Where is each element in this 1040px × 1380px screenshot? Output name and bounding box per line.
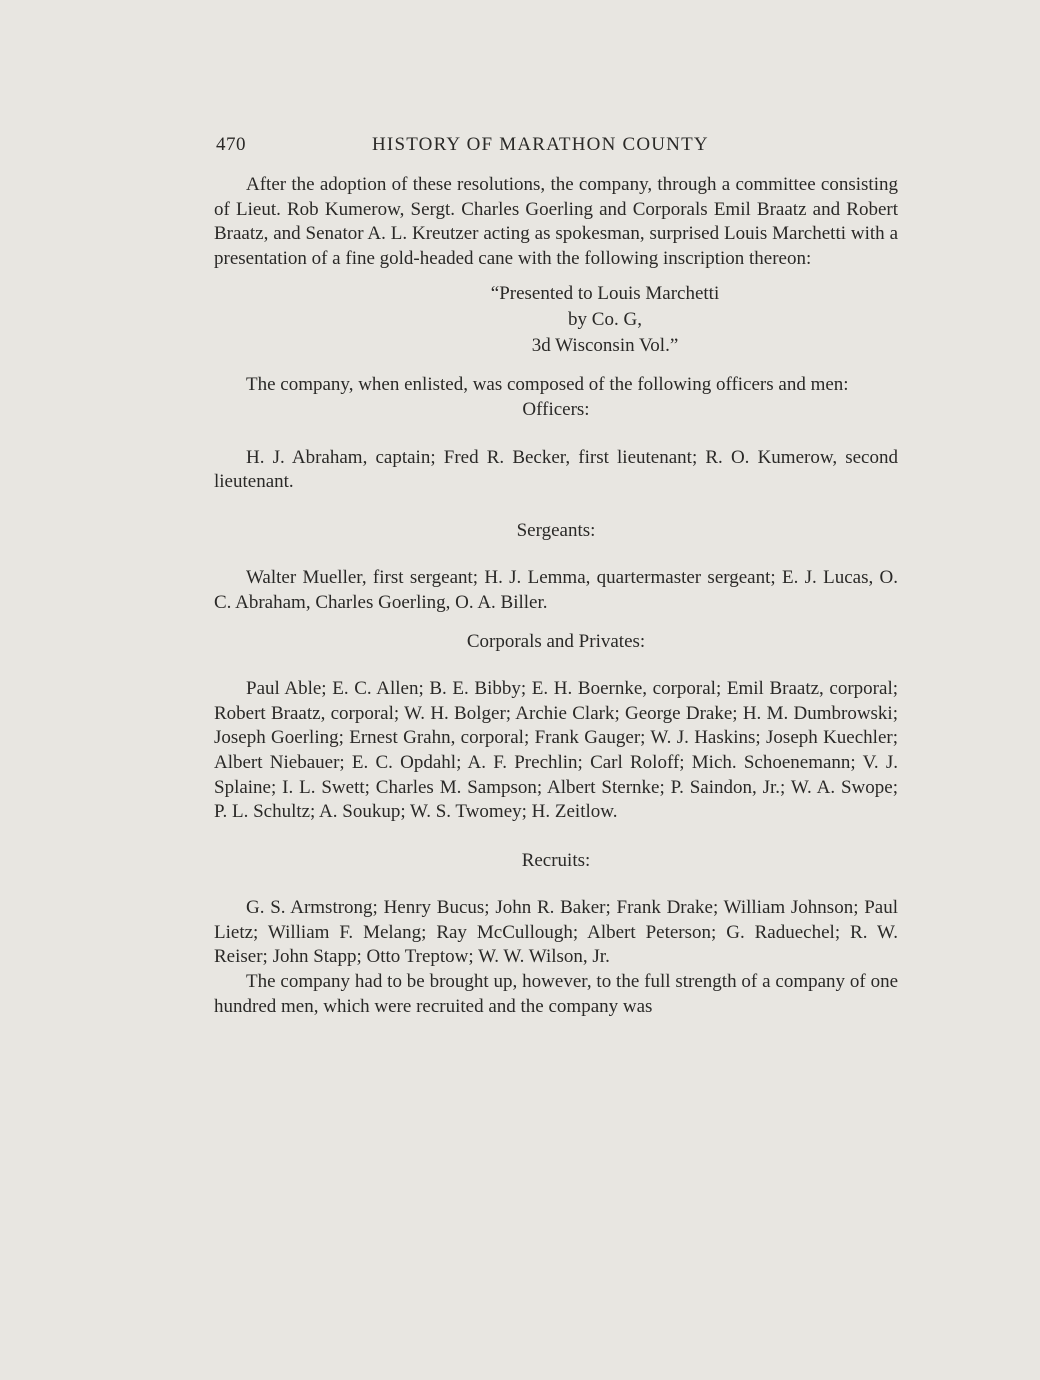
page-number: 470 <box>216 134 246 155</box>
composition-paragraph: The company, when enlisted, was composed of the following officers and men: <box>246 374 849 396</box>
cane-inscription <box>312 281 898 359</box>
recruits-heading: Recruits: <box>521 849 591 871</box>
intro-paragraph: After the adoption of these resolutions, the company, through a committee consisting of Lieut. Rob Kumerow, Sergt. Charles Goerling and Corporals Emil Braatz and Robert Braatz, and Senator A. L. Kreutzer acting as spokesman, surprised Louis Marchetti with a presentation of a fine gold-headed cane with the following inscription thereon: <box>214 174 898 269</box>
inscription-line-2: by Co. G, <box>568 309 642 331</box>
closing-paragraph: The company had to be brought up, however, to the full strength of a company of one hundred men, which were recruited and the company was <box>214 971 898 1017</box>
page-header <box>214 130 898 160</box>
inscription-line-1: “Presented to Louis Marchetti <box>490 283 720 305</box>
sergeants-paragraph: Walter Mueller, first sergeant; H. J. Lemma, quartermaster sergeant; E. J. Lucas, O. C. Abraham, Charles Goerling, O. A. Biller. <box>214 567 898 613</box>
inscription-line-3: 3d Wisconsin Vol.” <box>531 335 679 357</box>
sergeants-heading: Sergeants: <box>516 519 596 541</box>
corporals-privates-paragraph: Paul Able; E. C. Allen; B. E. Bibby; E. H. Boernke, corporal; Emil Braatz, corporal; Robert Braatz, corporal; W. H. Bolger; Archie Clark; George Drake; H. M. Dumbrowski; Joseph Goerling; Ernest Grahn, corporal; Frank Gauger; W. J. Haskins; Joseph Kuechler; Albert Niebauer; E. C. Opdahl; A. F. Prechlin; Carl Roloff; Mich. Schoenemann; V. J. Splaine; I. L. Swett; Charles M. Sampson; Albert Sternke; P. Saindon, Jr.; W. A. Swope; P. L. Schultz; A. Soukup; W. S. Twomey; H. Zeitlow. <box>214 678 898 823</box>
corporals-privates-heading: Corporals and Privates: <box>466 630 646 652</box>
officers-paragraph: H. J. Abraham, captain; Fred R. Becker, first lieutenant; R. O. Kumerow, second lieutenant. <box>214 446 898 493</box>
page-body <box>214 173 898 1019</box>
officers-heading: Officers: <box>522 398 590 420</box>
recruits-paragraph: G. S. Armstrong; Henry Bucus; John R. Baker; Frank Drake; William Johnson; Paul Lietz; William F. Melang; Ray McCullough; Albert Peterson; G. Raduechel; R. W. Reiser; John Stapp; Otto Treptow; W. W. Wilson, Jr. <box>214 897 898 968</box>
running-title: HISTORY OF MARATHON COUNTY <box>372 134 709 155</box>
